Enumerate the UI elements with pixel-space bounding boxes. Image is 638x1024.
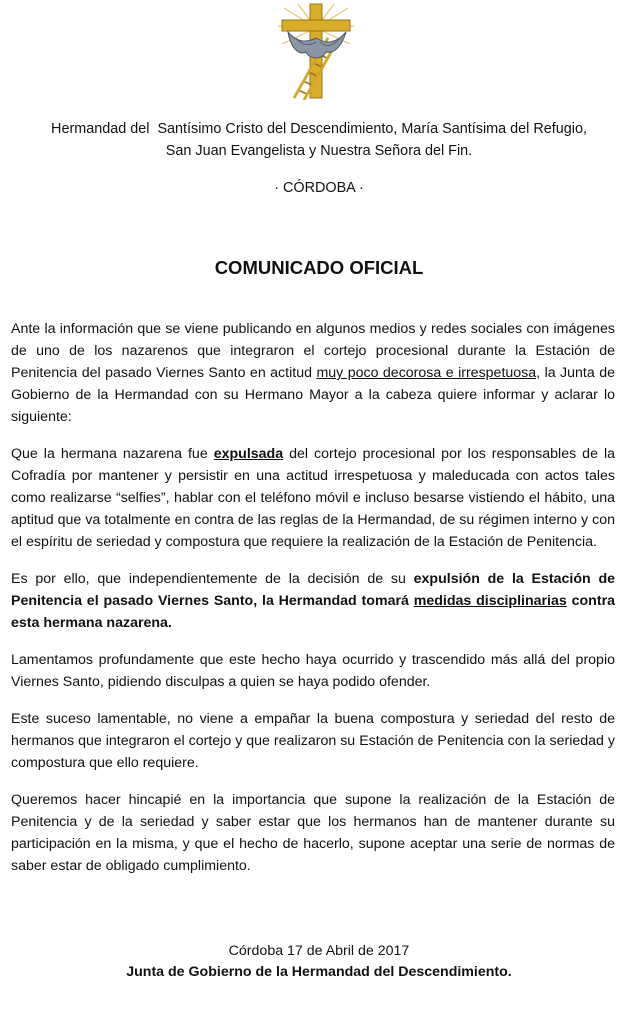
p1-underlined: muy poco decorosa e irrespetuosa, bbox=[316, 365, 541, 381]
paragraph-6: Queremos hacer hincapié en la importancia que supone la realización de la Estación de Penitencia y de la seriedad y saber estar que los hermanos han de mantener durante su participación en la misma, y que el hecho de hacerlo, supone aceptar una serie de normas de saber estar de obligado cumplimiento. bbox=[11, 792, 615, 874]
p2-text-a: Que la hermana nazarena fue bbox=[11, 446, 214, 462]
p3-text-a: Es por ello, que independientemente de la decisión de su bbox=[11, 571, 414, 587]
header-line-1: Hermandad del Santísimo Cristo del Descendimiento, María Santísima del Refugio, bbox=[51, 121, 587, 137]
city-name: · CÓRDOBA · bbox=[274, 180, 364, 196]
brotherhood-header bbox=[0, 118, 638, 162]
p3-bold-underlined: medidas disciplinarias bbox=[413, 593, 567, 609]
paragraph-3 bbox=[11, 568, 615, 634]
paragraph-1 bbox=[11, 318, 615, 428]
paragraph-2 bbox=[11, 443, 615, 553]
p2-text-b: del cortejo procesional por los responsables de la Cofradía por mantener y persistir en una actitud irrespetuosa y maleducada con actos tales como realizarse “selfies”, hablar con el teléfono móvil e incluso besarse vistiendo el hábito, una aptitud que va totalmente en contra de las reglas de la Hermandad, de su régimen interno y con el espíritu de seriedad y compostura que requiere la realización de la Estación de Penitencia. bbox=[11, 446, 616, 550]
p3-bold-2: contra esta hermana nazarena. bbox=[11, 593, 615, 631]
signature-org: Junta de Gobierno de la Hermandad del Descendimiento. bbox=[126, 964, 512, 980]
paragraph-5: Este suceso lamentable, no viene a empañar la buena compostura y seriedad del resto de hermanos que integraron el cortejo y que realizaron su Estación de Penitencia con la seriedad y compostura que ello requiere. bbox=[11, 711, 615, 771]
header-line-2: San Juan Evangelista y Nuestra Señora del Fin. bbox=[165, 143, 473, 159]
p2-bold-underlined: expulsada bbox=[213, 446, 284, 462]
p3-bold-1: expulsión de la Estación de Penitencia el pasado Viernes Santo, la Hermandad tomará bbox=[11, 571, 615, 609]
document-title: COMUNICADO OFICIAL bbox=[214, 257, 424, 278]
signature-block bbox=[0, 941, 638, 983]
signature-date: Córdoba 17 de Abril de 2017 bbox=[228, 943, 410, 959]
p1-text-b: la Junta de Gobierno de la Hermandad con su Hermano Mayor a la cabeza quiere informar y aclarar lo siguiente: bbox=[11, 365, 616, 425]
cross-ladder-emblem-icon bbox=[270, 2, 362, 100]
paragraph-4: Lamentamos profundamente que este hecho haya ocurrido y trascendido más allá del propio Viernes Santo, pidiendo disculpas a quien se haya podido ofender. bbox=[11, 652, 615, 690]
document-body bbox=[11, 318, 615, 892]
p1-text-a: Ante la información que se viene publicando en algunos medios y redes sociales con imágenes de uno de los nazarenos que integraron el cortejo procesional durante la Estación de Penitencia del pasado Viernes Santo en actitud bbox=[11, 321, 615, 381]
